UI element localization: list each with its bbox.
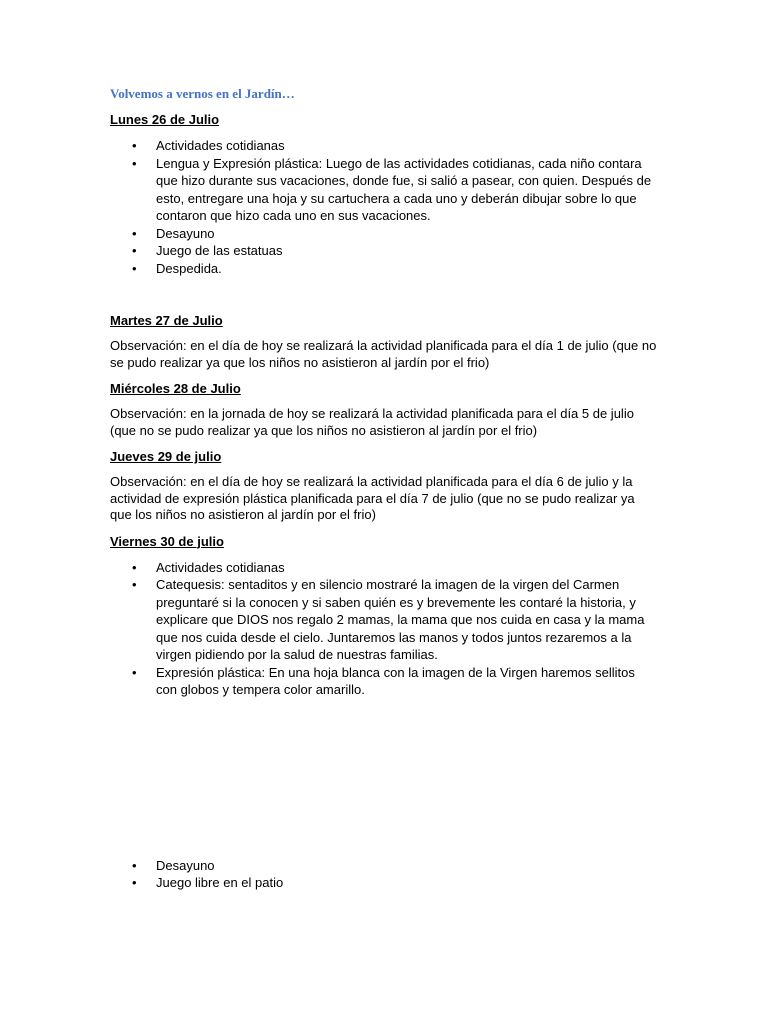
bullet-icon: •: [132, 875, 137, 890]
day-heading-lunes: Lunes 26 de Julio: [110, 112, 220, 127]
day-heading-martes: Martes 27 de Julio: [110, 313, 223, 328]
list-item: • Juego de las estatuas: [132, 243, 283, 258]
bullet-icon: •: [132, 577, 137, 592]
bullet-icon: •: [132, 155, 137, 171]
bullet-icon: •: [132, 260, 137, 276]
bullet-icon: •: [132, 243, 137, 258]
list-item: • Actividades cotidianas: [132, 559, 285, 575]
activity-list-viernes-continued: [110, 857, 658, 892]
observation-miercoles: Observación: en la jornada de hoy se realizará la actividad planificada para el día 5 de julio (que no se pudo realizar ya que los niños no asistieron al jardín por el frio): [110, 406, 634, 438]
document-page: [110, 86, 658, 892]
bullet-icon: •: [132, 138, 137, 153]
activity-list-lunes: [110, 137, 658, 277]
bullet-icon: •: [132, 857, 137, 873]
list-item: • Expresión plástica: En una hoja blanca con la imagen de la Virgen haremos sellitos con globos y tempera color amarillo.: [132, 664, 635, 697]
activity-list-viernes: [110, 559, 658, 699]
document-title: Volvemos a vernos en el Jardín…: [110, 86, 295, 101]
bullet-icon: •: [132, 225, 137, 241]
list-item: • Actividades cotidianas: [132, 138, 285, 153]
observation-martes: Observación: en el día de hoy se realizará la actividad planificada para el día 1 de julio (que no se pudo realizar ya que los niños no asistieron al jardín por el frio): [110, 338, 657, 370]
list-item: • Juego libre en el patio: [132, 875, 284, 890]
list-item: • Despedida.: [132, 260, 222, 276]
list-item: • Desayuno: [132, 857, 215, 873]
bullet-icon: •: [132, 559, 137, 575]
list-item: • Catequesis: sentaditos y en silencio mostraré la imagen de la virgen del Carmen preguntaré si la conocen y si saben quién es y brevemente les contaré la historia, y explicare que DIOS nos regalo 2 mamas, la mama que nos cuida en casa y la mama que nos cuida desde el cielo. Juntaremos las manos y todos juntos rezaremos a la virgen pidiendo por la salud de nuestras familias.: [132, 577, 645, 662]
day-heading-miercoles: Miércoles 28 de Julio: [110, 381, 241, 396]
list-item: • Desayuno: [132, 225, 215, 241]
day-heading-viernes: Viernes 30 de julio: [110, 533, 224, 549]
list-item: • Lengua y Expresión plástica: Luego de las actividades cotidianas, cada niño contara que hizo durante sus vacaciones, donde fue, si salió a pasear, con quien. Después de esto, entregare una hoja y su cartuchera a cada uno y deberán dibujar sobre lo que contaron que hizo cada uno en sus vacaciones.: [132, 155, 652, 223]
day-heading-jueves: Jueves 29 de julio: [110, 449, 222, 464]
observation-jueves: Observación: en el día de hoy se realizará la actividad planificada para el día 6 de julio y la actividad de expresión plástica planificada para el día 7 de julio (que no se pudo realizar ya que los niños no asistieron al jardín por el frio): [110, 474, 635, 522]
bullet-icon: •: [132, 664, 137, 680]
